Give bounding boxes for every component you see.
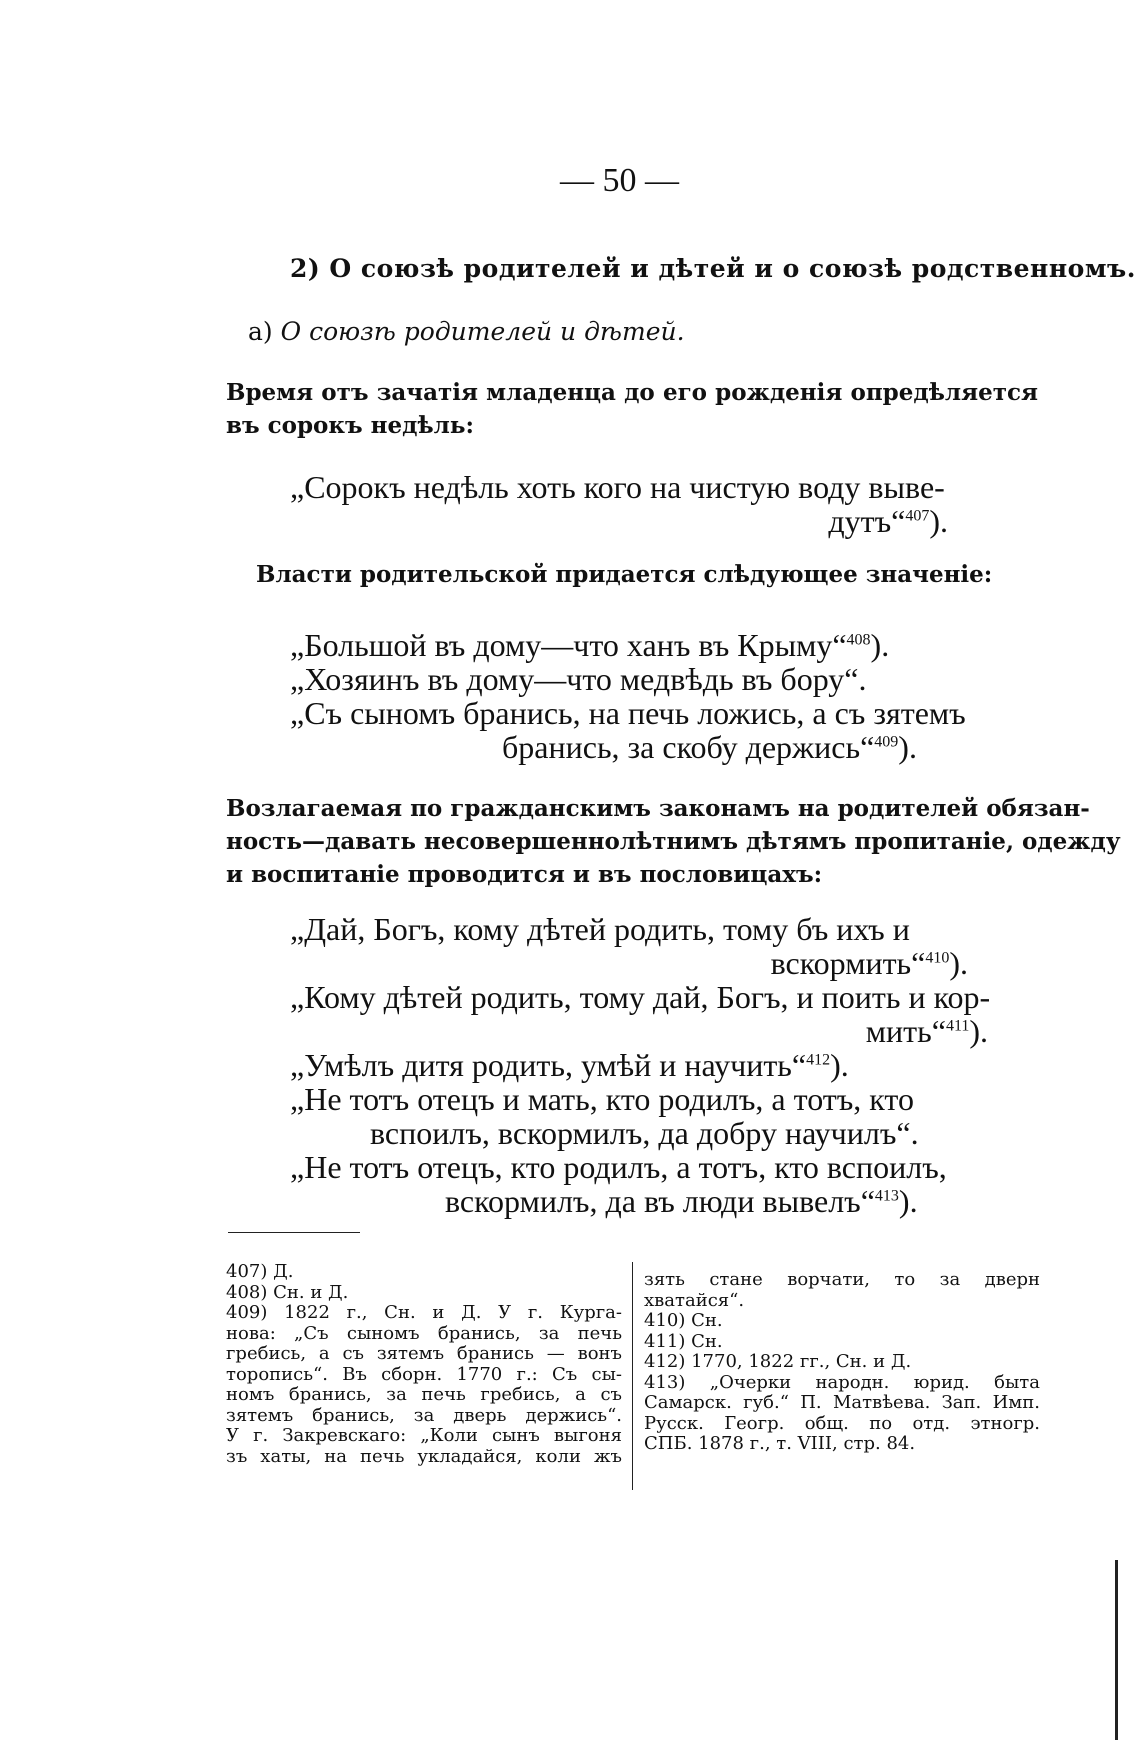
proverb-line: вспоилъ, вскормилъ, да добру научилъ“. (370, 1115, 919, 1151)
paragraph-line: ность—давать несовершеннолѣтнимъ дѣтямъ пропитаніе, одежду (226, 828, 1121, 855)
footnote-line: торопись“. Въ сборн. 1770 г.: Съ сы- (226, 1363, 622, 1385)
proverb-punct: ). (929, 503, 948, 539)
footnote-line: Русск. Геогр. общ. по отд. этногр. (644, 1412, 1040, 1434)
footnote-ref: 412 (806, 1051, 831, 1069)
proverb-line: „Кому дѣтей родить, тому дай, Богъ, и поить и кор- (290, 979, 991, 1015)
section-heading: 2) О союзѣ родителей и дѣтей и о союзѣ родственномъ. (290, 254, 1136, 283)
footnotes-right-column (644, 1270, 1040, 1455)
footnote-line: 408) Сн. и Д. (226, 1281, 349, 1303)
paragraph-line: Власти родительской придается слѣдующее значеніе: (256, 561, 993, 588)
paragraph-line: Время отъ зачатія младенца до его рожденія опредѣляется (226, 379, 1038, 406)
footnote-ref: 410 (925, 949, 950, 967)
subsection-title: О союзѣ родителей и дѣтей. (280, 317, 685, 346)
footnote-line: гребись, а съ зятемъ бранись — вонъ (226, 1343, 622, 1364)
paragraph-gestation (226, 376, 1038, 442)
paragraph-parental-power (256, 558, 1036, 591)
proverb-text: дутъ“ (828, 503, 906, 539)
footnote-line: Самарск. губ.“ П. Матвѣева. Зап. Имп. (644, 1392, 1040, 1413)
footnote-line: 410) Сн. (644, 1310, 723, 1331)
proverb-punct: ). (969, 1013, 988, 1049)
proverb-text: мить“ (865, 1013, 946, 1049)
footnote-ref: 411 (945, 1017, 970, 1035)
proverb-punct: ). (898, 1183, 918, 1219)
footnote-line: хватайся“. (644, 1289, 745, 1311)
page-number: — 50 — (560, 162, 679, 199)
proverb-line: „Дай, Богъ, кому дѣтей родить, тому бъ ихъ и (290, 911, 910, 947)
footnotes-left-column (226, 1262, 622, 1467)
proverb-block-1 (290, 470, 1038, 538)
footnote-line: нова: „Съ сыномъ бранись, за печь (226, 1322, 622, 1344)
subsection-label: а) (248, 317, 273, 346)
proverb-punct: ). (830, 1047, 849, 1083)
proverb-line: „Хозяинъ въ дому—что медвѣдь въ бору“. (290, 661, 867, 697)
footnote-rule (228, 1232, 360, 1233)
proverb-line (290, 946, 1038, 980)
proverb-punct: ). (870, 627, 890, 663)
scan-edge-mark (1115, 1560, 1118, 1740)
proverb-text: „Умѣлъ дитя родить, умѣй и научить“ (290, 1047, 807, 1083)
proverb-punct: ). (949, 945, 968, 981)
paragraph-line: въ сорокъ недѣль: (226, 412, 474, 439)
paragraph-obligations (226, 792, 1121, 891)
footnote-line: 411) Сн. (644, 1330, 723, 1352)
proverb-line (290, 628, 1038, 662)
proverb-punct: ). (898, 729, 917, 765)
footnote-line: 409) 1822 г., Сн. и Д. У г. Курга- (226, 1302, 622, 1323)
footnote-ref: 407 (905, 507, 930, 525)
paragraph-line: Возлагаемая по гражданскимъ законамъ на родителей обязан- (226, 795, 1090, 822)
footnote-line: СПБ. 1878 г., т. VIII, стр. 84. (644, 1433, 916, 1454)
footnote-line: 413) „Очерки народн. юрид. быта (644, 1371, 1040, 1393)
proverb-line (290, 504, 1038, 538)
proverb-block-2 (290, 628, 1038, 764)
footnote-ref: 413 (874, 1187, 899, 1205)
proverb-line: „Сорокъ недѣль хоть кого на чистую воду выве- (290, 469, 945, 505)
footnote-line: зъ хаты, на печь укладайся, коли жъ (226, 1445, 622, 1467)
proverb-line (290, 730, 1038, 764)
proverb-line (290, 1184, 1038, 1218)
proverb-text: „Большой въ дому—что ханъ въ Крыму“ (290, 627, 847, 663)
proverb-line: „Съ сыномъ бранись, на печь ложись, а съ зятемъ (290, 695, 966, 731)
subsection-heading (248, 317, 685, 346)
footnote-line: зятемъ бранись, за дверь держись“. (226, 1404, 622, 1426)
proverb-block-3 (290, 912, 1038, 1218)
proverb-line (290, 1014, 1038, 1048)
proverb-line: „Не тотъ отецъ и мать, кто родилъ, а тотъ, кто (290, 1081, 914, 1117)
footnote-line: зять стане ворчати, то за дверн (644, 1269, 1040, 1290)
proverb-line: „Не тотъ отецъ, кто родилъ, а тотъ, кто вспоилъ, (290, 1149, 947, 1185)
footnote-ref: 408 (846, 631, 871, 649)
footnote-line: номъ бранись, за печь гребись, а съ (226, 1384, 622, 1405)
paragraph-line: и воспитаніе проводится и въ пословицахъ: (226, 861, 823, 888)
footnote-line: 407) Д. (226, 1261, 294, 1282)
footnote-line: 412) 1770, 1822 гг., Сн. и Д. (644, 1351, 912, 1372)
proverb-line (290, 1048, 1038, 1082)
proverb-text: вскормилъ, да въ люди вывелъ“ (445, 1183, 875, 1219)
footnote-column-divider (632, 1262, 633, 1490)
proverb-text: бранись, за скобу держись“ (502, 729, 875, 765)
footnote-ref: 409 (874, 733, 899, 751)
proverb-text: вскормить“ (770, 945, 926, 981)
footnote-line: У г. Закревскаго: „Коли сынъ выгоня (226, 1425, 622, 1446)
